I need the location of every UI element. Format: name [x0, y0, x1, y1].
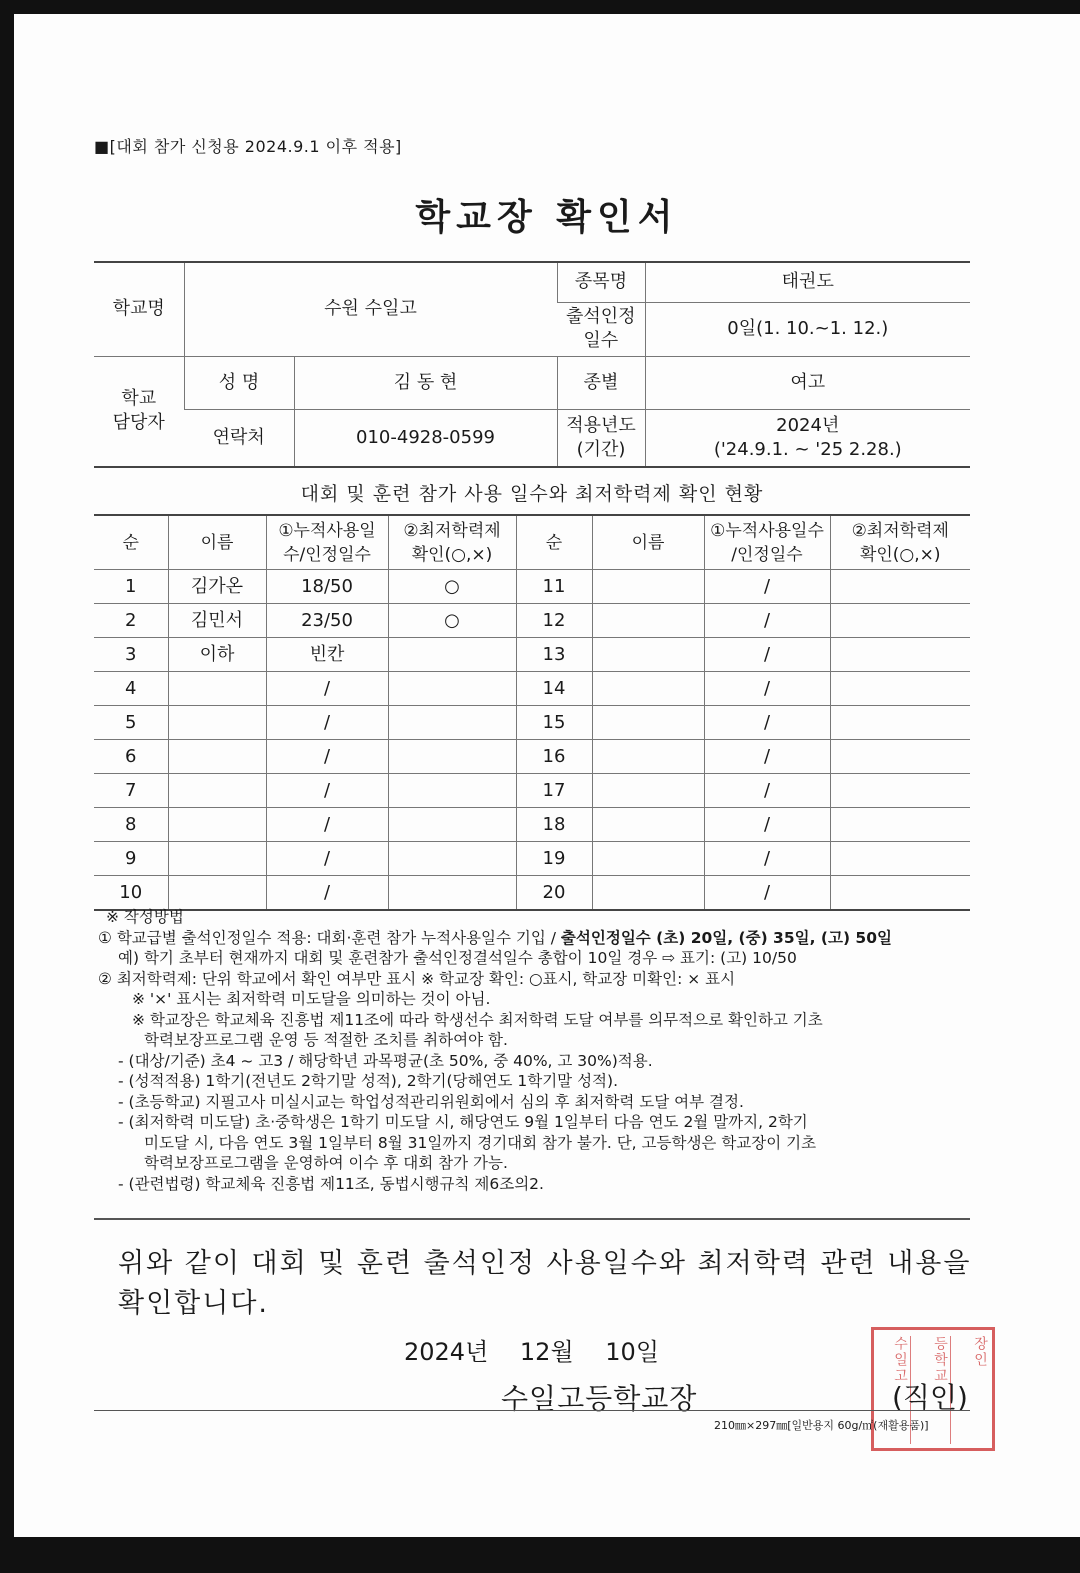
cell-check: [388, 638, 516, 672]
cell-days2: /: [704, 808, 830, 842]
note-item-1-example: 예) 학기 초부터 현재까지 대회 및 훈련참가 출석인정결석일수 총합이 10일 경우 ⇨ 표기: (고) 10/50: [118, 949, 797, 967]
cell-no2: 18: [516, 808, 592, 842]
bottom-divider: [94, 1410, 970, 1411]
note-item-2-remark-2: ※ 학교장은 학교체육 진흥법 제11조에 따라 학생선수 최저학력 도달 여부를 의무적으로 확인하고 기초: [132, 1010, 823, 1029]
cell-days2: /: [704, 638, 830, 672]
cell-days: 18/50: [266, 570, 388, 604]
cell-days: /: [266, 876, 388, 911]
sport-label: 종목명: [557, 262, 645, 302]
cell-name: [168, 808, 266, 842]
cell-days2: /: [704, 604, 830, 638]
seal-text-col-3: 장인: [972, 1336, 988, 1368]
cell-name: [168, 740, 266, 774]
cell-check2: [830, 570, 970, 604]
confirmation-line-1: 위와 같이 대회 및 훈련 출석인정 사용일수와 최저학력 관련 내용을: [118, 1248, 972, 1279]
header-name-2: 이름: [592, 515, 704, 570]
header-no-2: 순: [516, 515, 592, 570]
school-value: 수원 수일고: [184, 262, 557, 356]
cell-no2: 14: [516, 672, 592, 706]
cell-check2: [830, 808, 970, 842]
contact-label: 연락처: [184, 409, 294, 467]
confirmation-statement: [118, 1244, 972, 1324]
table-row: [94, 740, 970, 774]
table-row: [94, 842, 970, 876]
cell-name: [168, 876, 266, 911]
cell-check2: [830, 672, 970, 706]
date-month: 12월: [519, 1338, 574, 1366]
cell-no2: 19: [516, 842, 592, 876]
cell-days: 23/50: [266, 604, 388, 638]
cell-no: 10: [94, 876, 168, 911]
note-item-2-remark-1: ※ '×' 표시는 최저학력 미도달을 의미하는 것이 아님.: [132, 990, 491, 1008]
contact-value: 010-4928-0599: [294, 409, 557, 467]
sport-value: 태권도: [645, 262, 970, 302]
cell-days: /: [266, 774, 388, 808]
cell-days: /: [266, 740, 388, 774]
cell-no2: 12: [516, 604, 592, 638]
note-bullet-1: - (대상/기준) 초4 ~ 고3 / 해당학년 과목평균(초 50%, 중 40%, 고 30%)적용.: [118, 1051, 653, 1070]
cell-check: [388, 740, 516, 774]
header-days: ①누적사용일 수/인정일수: [266, 515, 388, 570]
cell-name2: [592, 604, 704, 638]
header-check-2: ②최저학력제 확인(○,×): [830, 515, 970, 570]
cell-name2: [592, 672, 704, 706]
cell-no: 6: [94, 740, 168, 774]
cell-name: [168, 842, 266, 876]
note-bullet-4: - (최저학력 미도달) 초·중학생은 1학기 미도달 시, 해당연도 9월 1일부터 다음 연도 2월 말까지, 2학기: [118, 1113, 808, 1131]
cell-no2: 15: [516, 706, 592, 740]
cell-no: 9: [94, 842, 168, 876]
note-item-2: ② 최저학력제: 단위 학교에서 확인 여부만 표시 ※ 학교장 확인: ○표시, 학교장 미확인: × 표시: [98, 969, 736, 988]
cell-check2: [830, 774, 970, 808]
staff-label: 학교 담당자: [94, 356, 184, 467]
type-value: 여고: [645, 356, 970, 409]
note-bullet-5: - (관련법령) 학교체육 진흥법 제11조, 동법시행규칙 제6조의2.: [118, 1174, 544, 1193]
cell-name: [168, 706, 266, 740]
table-row: [94, 774, 970, 808]
table-row: [94, 638, 970, 672]
attendance-value: 0일(1. 10.~1. 12.): [645, 302, 970, 356]
table-row: [94, 808, 970, 842]
document-sheet: [14, 14, 1080, 1537]
info-table: [94, 261, 970, 468]
cell-days2: /: [704, 740, 830, 774]
cell-no2: 13: [516, 638, 592, 672]
form-tag: ■[대회 참가 신청용 2024.9.1 이후 적용]: [94, 137, 402, 156]
type-label: 종별: [557, 356, 645, 409]
cell-no: 2: [94, 604, 168, 638]
table-row: [94, 876, 970, 911]
cell-name2: [592, 774, 704, 808]
cell-check: [388, 706, 516, 740]
cell-no: 3: [94, 638, 168, 672]
cell-no2: 20: [516, 876, 592, 911]
cell-check: [388, 842, 516, 876]
cell-days: /: [266, 808, 388, 842]
cell-check: [388, 774, 516, 808]
cell-days2: /: [704, 876, 830, 911]
cell-name: 김민서: [168, 604, 266, 638]
cell-check: [388, 672, 516, 706]
note-item-1: [98, 928, 978, 949]
note-item-1-text: ① 학교급별 출석인정일수 적용: 대회·훈련 참가 누적사용일수 기입 /: [98, 928, 561, 947]
cell-no2: 16: [516, 740, 592, 774]
cell-name2: [592, 740, 704, 774]
name-label: 성 명: [184, 356, 294, 409]
header-no: 순: [94, 515, 168, 570]
cell-days: /: [266, 672, 388, 706]
cell-name2: [592, 638, 704, 672]
table-row: [94, 672, 970, 706]
confirmation-line-2: 확인합니다.: [118, 1288, 269, 1319]
cell-name: 김가온: [168, 570, 266, 604]
cell-days2: /: [704, 672, 830, 706]
year-value: 2024년 ('24.9.1. ~ '25 2.28.): [645, 409, 970, 467]
seal-text-col-1: 수일고: [880, 1336, 911, 1444]
cell-check2: [830, 638, 970, 672]
paper-spec: 210㎜×297㎜[일반용지 60g/㎡(재활용품)]: [714, 1419, 929, 1432]
cell-days: /: [266, 842, 388, 876]
cell-days: 빈칸: [266, 638, 388, 672]
name-value: 김 동 현: [294, 356, 557, 409]
cell-name2: [592, 842, 704, 876]
seal-label: (직인): [892, 1381, 968, 1414]
header-days-2: ①누적사용일수 /인정일수: [704, 515, 830, 570]
note-bullet-3: - (초등학교) 지필고사 미실시교는 학업성적관리위원회에서 심의 후 최저학력 도달 여부 결정.: [118, 1092, 744, 1111]
cell-days2: /: [704, 842, 830, 876]
cell-no: 4: [94, 672, 168, 706]
note-item-2-remark-2-cont: 학력보장프로그램 운영 등 적절한 조치를 취하여야 함.: [144, 1031, 508, 1049]
cell-check2: [830, 706, 970, 740]
cell-name: 이하: [168, 638, 266, 672]
table-row: [94, 706, 970, 740]
seal-text-col-2: 등학교: [916, 1336, 951, 1444]
cell-no: 7: [94, 774, 168, 808]
cell-days2: /: [704, 774, 830, 808]
cell-check2: [830, 876, 970, 911]
cell-check2: [830, 604, 970, 638]
cell-check: [388, 808, 516, 842]
note-item-1-bold: 출석인정일수 (초) 20일, (중) 35일, (고) 50일: [560, 928, 892, 947]
cell-check: ○: [388, 570, 516, 604]
table-row: [94, 604, 970, 638]
cell-no: 5: [94, 706, 168, 740]
cell-no2: 11: [516, 570, 592, 604]
divider: [94, 1218, 970, 1220]
year-label: 적용년도 (기간): [557, 409, 645, 467]
cell-name: [168, 672, 266, 706]
section-title: 대회 및 훈련 참가 사용 일수와 최저학력제 확인 현황: [300, 483, 764, 505]
roster-body: [94, 570, 970, 911]
school-label: 학교명: [94, 262, 184, 356]
header-check: ②최저학력제 확인(○,×): [388, 515, 516, 570]
cell-check2: [830, 842, 970, 876]
note-bullet-4-cont-2: 학력보장프로그램을 운영하여 이수 후 대회 참가 가능.: [144, 1154, 508, 1172]
date-year: 2024년: [404, 1338, 489, 1366]
cell-name2: [592, 876, 704, 911]
cell-days2: /: [704, 570, 830, 604]
cell-check: [388, 876, 516, 911]
table-row: [94, 570, 970, 604]
cell-check2: [830, 740, 970, 774]
note-bullet-2: - (성적적용) 1학기(전년도 2학기말 성적), 2학기(당해연도 1학기말 성적).: [118, 1072, 618, 1090]
principal-title: 수일고등학교장: [501, 1382, 698, 1415]
issue-date: [404, 1332, 659, 1367]
date-day: 10일: [605, 1338, 660, 1366]
cell-days2: /: [704, 706, 830, 740]
header-name: 이름: [168, 515, 266, 570]
cell-no: 8: [94, 808, 168, 842]
cell-days: /: [266, 706, 388, 740]
cell-no: 1: [94, 570, 168, 604]
instructions: [98, 907, 978, 1194]
cell-name2: [592, 808, 704, 842]
attendance-label: 출석인정 일수: [557, 302, 645, 356]
cell-name2: [592, 706, 704, 740]
cell-name: [168, 774, 266, 808]
cell-no2: 17: [516, 774, 592, 808]
cell-name2: [592, 570, 704, 604]
roster-table: [94, 514, 970, 911]
cell-check: ○: [388, 604, 516, 638]
notes-heading: ※ 작성방법: [106, 908, 184, 926]
document-title: 학교장 확인서: [415, 197, 679, 238]
note-bullet-4-cont: 미도달 시, 다음 연도 3월 1일부터 8월 31일까지 경기대회 참가 불가. 단, 고등학생은 학교장이 기초: [144, 1133, 817, 1152]
